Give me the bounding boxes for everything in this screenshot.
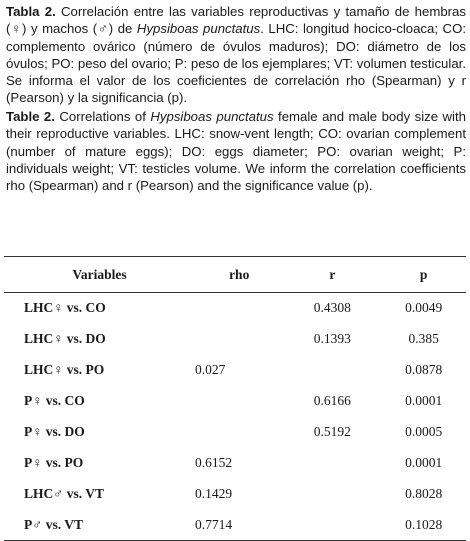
cell-r: 0.5192 bbox=[313, 424, 351, 439]
cell-r bbox=[283, 479, 381, 510]
table-row bbox=[4, 293, 466, 324]
cell-p: 0.0878 bbox=[405, 362, 443, 377]
caption-spanish bbox=[6, 3, 466, 107]
cell-variable: P♀ vs. PO bbox=[24, 455, 84, 470]
cell-r bbox=[283, 510, 381, 541]
cell-r: 0.1393 bbox=[313, 331, 351, 346]
caption-en-text-2: female and male body size with their reproductive variables. LHC: snow-vent length; CO: ovarian complement (number of mature eggs); DO: eggs diameter; PO: ovarian weight; P: individuals weight; VT: testicles volume. We inform the correlation coefficients rho (Spearman) and r (Pearson) and the significance value (p). bbox=[6, 109, 466, 194]
cell-variable: LHC♀ vs. DO bbox=[24, 331, 106, 346]
header-p: p bbox=[381, 257, 466, 293]
table-row bbox=[4, 386, 466, 417]
cell-p: 0.385 bbox=[408, 331, 439, 346]
table-header-row bbox=[4, 257, 466, 293]
table-row bbox=[4, 479, 466, 510]
cell-variable: P♀ vs. CO bbox=[24, 393, 85, 408]
cell-rho: 0.027 bbox=[194, 362, 226, 377]
caption-es-label: Tabla 2. bbox=[6, 4, 56, 19]
caption-en-label: Table 2. bbox=[6, 109, 55, 124]
cell-variable: LHC♀ vs. PO bbox=[24, 362, 105, 377]
cell-p: 0.0005 bbox=[405, 424, 443, 439]
caption-es-text-1: Correlación entre las variables reproductivas y tamaño de hembras (♀) y machos (♂) de bbox=[6, 4, 466, 37]
cell-r: 0.4308 bbox=[313, 300, 351, 316]
cell-rho bbox=[195, 293, 283, 324]
cell-variable: LHC♀ vs. CO bbox=[24, 300, 106, 316]
cell-p: 0.0001 bbox=[405, 455, 443, 470]
table-row bbox=[4, 417, 466, 448]
cell-rho bbox=[195, 417, 283, 448]
caption-en-species: Hypsiboas punctatus bbox=[150, 109, 274, 124]
cell-variable: P♂ vs. VT bbox=[4, 510, 195, 541]
cell-r bbox=[283, 448, 381, 479]
cell-rho: 0.7714 bbox=[195, 510, 283, 541]
cell-r: 0.6166 bbox=[313, 393, 351, 408]
table-row bbox=[4, 448, 466, 479]
caption-en-text-1: Correlations of bbox=[54, 109, 151, 124]
cell-p: 0.0001 bbox=[405, 393, 443, 408]
cell-p: 0.0049 bbox=[405, 300, 443, 316]
header-r: r bbox=[283, 257, 381, 293]
cell-rho bbox=[195, 324, 283, 355]
cell-p: 0.8028 bbox=[405, 486, 443, 501]
cell-rho: 0.1429 bbox=[194, 486, 233, 501]
cell-rho: 0.6152 bbox=[194, 455, 233, 470]
caption-english bbox=[6, 108, 466, 194]
cell-rho bbox=[195, 386, 283, 417]
table-row bbox=[4, 510, 466, 541]
cell-p: 0.1028 bbox=[381, 510, 466, 541]
caption-es-species: Hypsiboas punctatus bbox=[136, 21, 261, 37]
cell-variable: LHC♂ vs. VT bbox=[24, 486, 105, 501]
cell-r bbox=[283, 355, 381, 386]
caption-es-text-2: . LHC: longitud hocico-cloaca; CO: complemento ovárico (número de óvulos maduros); DO: diámetro de los óvulos; PO: peso del ovario; P: peso de los ejemplares; VT: volumen testicular. Se informa el valor de los coeficientes de correlación rho (Spearman) y r (Pearson) y la significancia (p). bbox=[6, 21, 466, 106]
header-variables: Variables bbox=[4, 257, 195, 293]
header-rho: rho bbox=[195, 257, 283, 293]
table-row bbox=[4, 324, 466, 355]
table-row bbox=[4, 355, 466, 386]
cell-variable: P♀ vs. DO bbox=[24, 424, 85, 439]
correlation-table bbox=[4, 256, 466, 541]
